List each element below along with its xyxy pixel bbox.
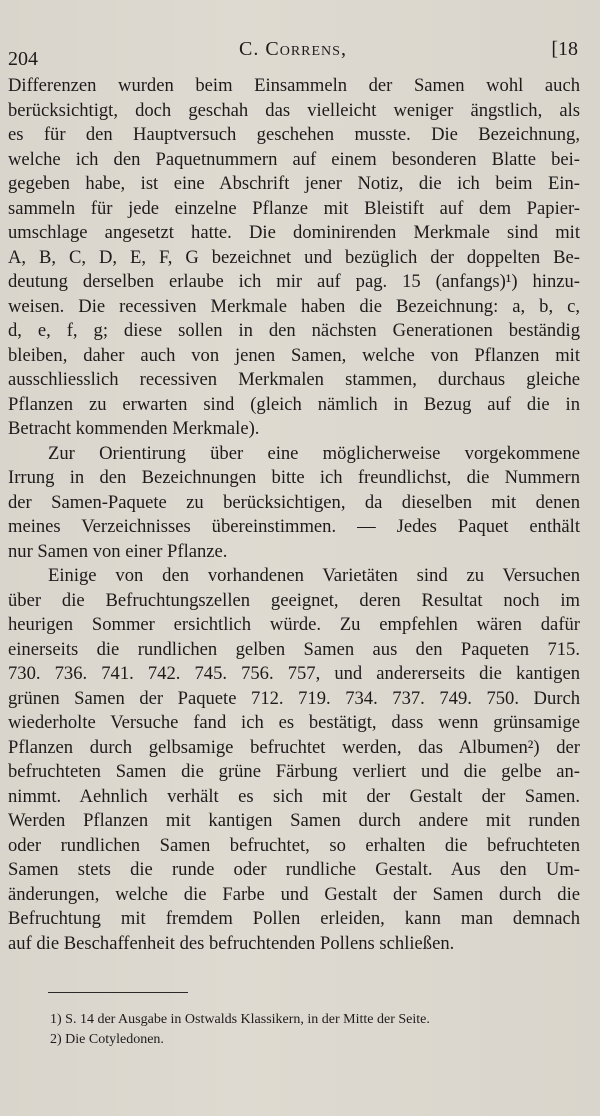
text-line: Befruchtung mit fremdem Pollen erleiden, kann man demnach <box>8 908 580 929</box>
running-head: C. Correns, <box>239 38 347 60</box>
text-line: grünen Samen der Paquete 712. 719. 734. 737. 749. 750. Durch <box>8 687 580 709</box>
footnote-1: 1) S. 14 der Ausgabe in Ostwalds Klassikern, in der Mitte der Seite. <box>50 1012 430 1027</box>
text-line: Irrung in den Bezeichnungen bitte ich freundlichst, die Nummern <box>8 467 580 488</box>
text-line: meines Verzeichnisses übereinstimmen. — Jedes Paquet enthält <box>8 516 580 537</box>
text-line: Pflanzen durch gelbsamige befruchtet werden, das Albumen²) der <box>8 736 580 758</box>
text-line: bleiben, daher auch von jenen Samen, welche von Pflanzen mit <box>8 344 580 366</box>
text-line: umschlage angesetzt hatte. Die dominirenden Merkmale sind mit <box>8 222 580 243</box>
footnotes <box>50 1010 570 1050</box>
text-line: Samen stets die runde oder rundliche Gestalt. Aus den Um- <box>8 859 580 880</box>
section-mark: [18 <box>551 38 578 60</box>
text-line: gegeben habe, ist eine Abschrift jener Notiz, die ich beim Ein- <box>8 173 580 194</box>
text-line: einerseits die rundlichen gelben Samen aus den Paqueten 715. <box>8 638 580 660</box>
text-line: oder rundlichen Samen befruchtet, so erhalten die befruchteten <box>8 834 580 856</box>
body-text <box>8 74 580 956</box>
paragraph-1 <box>8 74 580 442</box>
text-line: wiederholte Versuche fand ich es bestätigt, dass wenn grünsamige <box>8 712 580 733</box>
text-line: Zur Orientirung über eine möglicherweise vorgekommene <box>48 442 580 464</box>
footnote-2: 2) Die Cotyledonen. <box>50 1032 164 1047</box>
text-line: berücksichtigt, doch geschah das vielleicht weniger ängstlich, als <box>8 99 580 121</box>
text-line: deutung derselben erlaube ich mir auf pag. 15 (anfangs)¹) hinzu- <box>8 271 580 292</box>
text-line: es für den Hauptversuch geschehen musste. Die Bezeichnung, <box>8 124 580 145</box>
text-line: Pflanzen zu erwarten sind (gleich nämlich in Bezug auf die in <box>8 393 580 415</box>
text-line: Betracht kommenden Merkmale). <box>8 418 260 439</box>
text-line: 730. 736. 741. 742. 745. 756. 757, und andererseits die kantigen <box>8 663 580 684</box>
text-line: Differenzen wurden beim Einsammeln der Samen wohl auch <box>8 75 580 96</box>
text-line: ausschliesslich recessiven Merkmalen stammen, durchaus gleiche <box>8 369 580 390</box>
text-line: sammeln für jede einzelne Pflanze mit Bleistift auf dem Papier- <box>8 197 580 219</box>
text-line: Werden Pflanzen mit kantigen Samen durch andere mit runden <box>8 810 580 831</box>
text-line: weisen. Die recessiven Merkmale haben die Bezeichnung: a, b, c, <box>8 295 580 317</box>
text-line: befruchteten Samen die grüne Färbung verliert und die gelbe an- <box>8 761 580 782</box>
text-line: über die Befruchtungszellen geeignet, deren Resultat noch im <box>8 589 580 611</box>
text-line: welche ich den Paquetnummern auf einem besonderen Blatte bei- <box>8 148 580 170</box>
text-line: auf die Beschaffenheit des befruchtenden Pollens schließen. <box>8 932 455 954</box>
text-line: d, e, f, g; diese sollen in den nächsten Generationen beständig <box>8 320 580 341</box>
paragraph-3 <box>8 564 580 956</box>
paragraph-2 <box>8 442 580 565</box>
text-line: heurigen Sommer ersichtlich würde. Zu empfehlen wären dafür <box>8 614 580 635</box>
text-line: nimmt. Aehnlich verhält es sich mit der Gestalt der Samen. <box>8 785 580 807</box>
text-line: der Samen-Paquete zu berücksichtigen, da dieselben mit denen <box>8 491 580 513</box>
text-line: änderungen, welche die Farbe und Gestalt der Samen durch die <box>8 883 580 905</box>
page-number: 204 <box>8 48 38 70</box>
text-line: A, B, C, D, E, F, G bezeichnet und bezüglich der doppelten Be- <box>8 246 580 268</box>
page-header <box>8 38 578 68</box>
text-line: Einige von den vorhandenen Varietäten sind zu Versuchen <box>48 565 580 586</box>
text-line: nur Samen von einer Pflanze. <box>8 540 228 562</box>
footnote-divider <box>48 992 188 993</box>
